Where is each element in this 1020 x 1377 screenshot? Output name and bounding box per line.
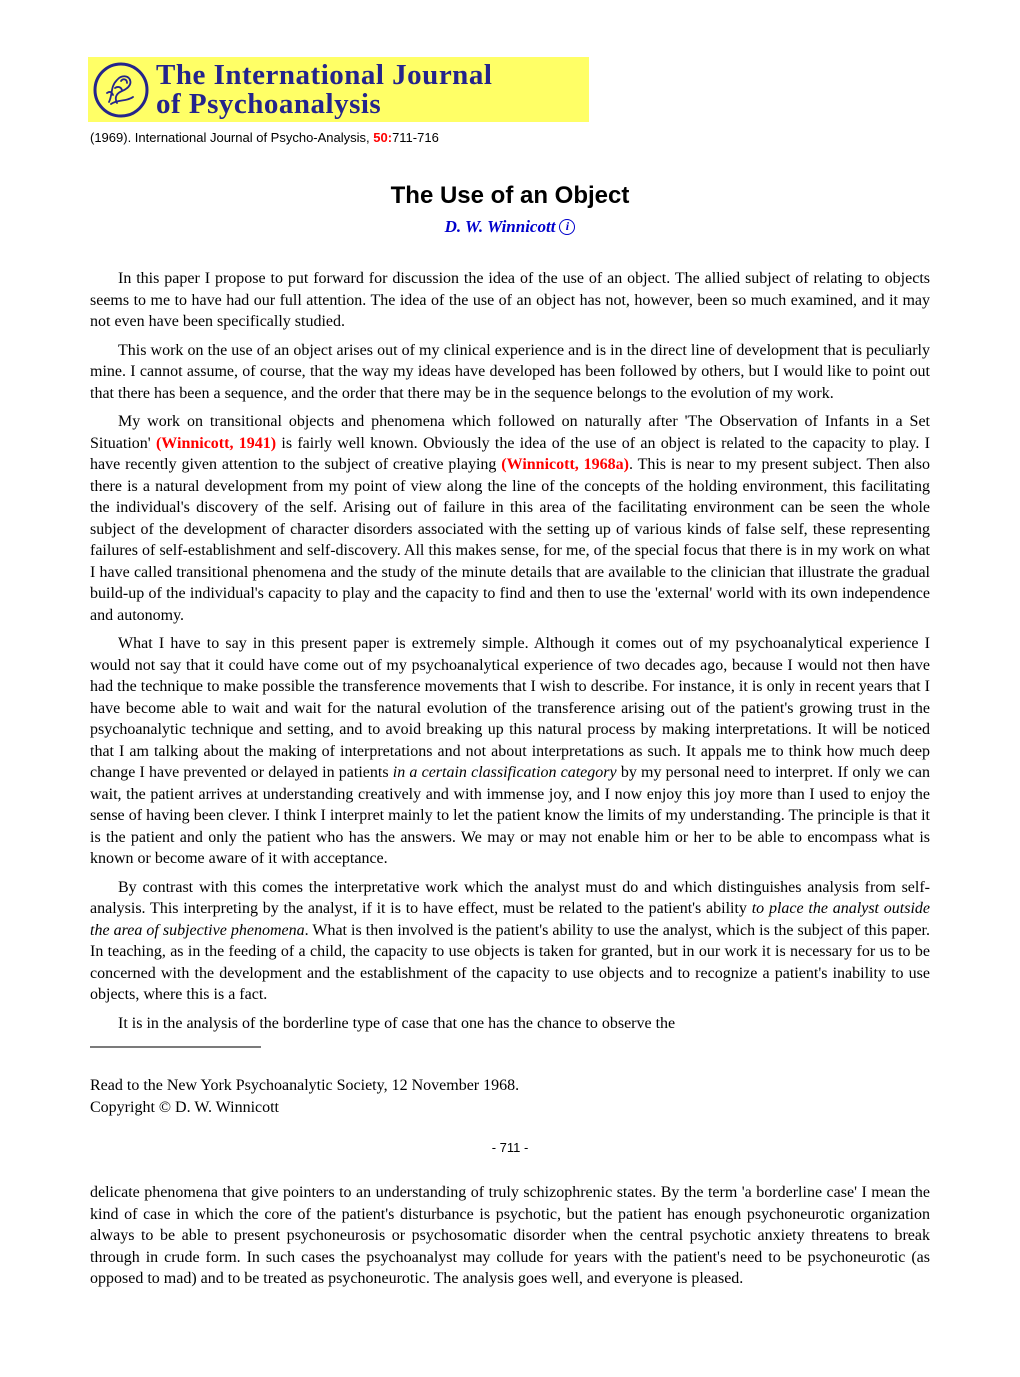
- footnote-line: Read to the New York Psychoanalytic Society, 12 November 1968.: [90, 1077, 520, 1094]
- article-continuation: [90, 1182, 930, 1290]
- author-info-icon[interactable]: i: [559, 219, 575, 235]
- text-segment: . What is then involved is the patient's ability to use the analyst, which is the subject of this paper. In teaching, as in the feeding of a child, the capacity to use objects is taken for granted, but in our work it is necessary for us to be concerned with the development and the establishment of the capacity to use objects and to recognize a patient's inability to use objects, where this is a fact.: [90, 921, 931, 1003]
- footnote: [90, 1075, 930, 1118]
- text-segment: in a certain classification category: [392, 764, 617, 781]
- text-segment: delicate phenomena that give pointers to an understanding of truly schizophrenic states. By the term 'a borderline case' I mean the kind of case in which the core of the patient's disturbance is psychotic, but the patient has enough psychoneurotic organization always to be able to present psychoneurosis or psychosomatic disorder when the central psychotic anxiety threatens to break through in crude form. In such cases the psychoanalyst may collude for years with the patient's need to be psychoneurotic (as opposed to mad) and to be treated as psychoneurotic. The analysis goes well, and everyone is pleased.: [90, 1184, 930, 1287]
- text-segment: is fairly well known. Obviously the idea of the use of an object is related to the capacity to play. I have recently given attention to the subject of creative playing: [90, 434, 931, 473]
- text-segment: By contrast with this comes the interpretative work which the analyst must do and which distinguishes analysis from self-analysis. This interpreting by the analyst, if it is to have effect, must be related to the patient's ability: [90, 878, 930, 917]
- text-segment: to place the analyst outside the area of subjective phenomena: [90, 900, 931, 939]
- author-name[interactable]: D. W. Winnicott: [444, 217, 556, 236]
- text-segment: It is in the analysis of the borderline type of case that one has the chance to observe the: [118, 1014, 676, 1032]
- footnote-separator: [90, 1046, 261, 1048]
- text-segment: In this paper I propose to put forward for discussion the idea of the use of an object. The allied subject of relating to objects seems to me to have had our full attention. The idea of the use of an object has not, however, been so much examined, and it may not even have been specifically studied.: [90, 270, 930, 330]
- article-column: [90, 182, 930, 1290]
- journal-title-line2: of Psychoanalysis: [156, 87, 382, 120]
- citation-link[interactable]: (Winnicott, 1941): [155, 434, 277, 452]
- citation-prefix: (1969). International Journal of Psycho-Analysis,: [90, 130, 374, 145]
- paragraph: [90, 1013, 930, 1035]
- text-segment: What I have to say in this present paper is extremely simple. Although it comes out of my psychoanalytical experience I would not say that it could have come out of my psychoanalytical experience of two decades ago, because I would not then have had the technique to make possible the transference movements that I wish to describe. For instance, it is only in recent years that I have become able to wait and wait for the natural evolution of the transference arising out of the patient's growing trust in the psychoanalytic technique and setting, and to avoid breaking up this natural process by making interpretations. It will be noticed that I am talking about the making of interpretations and not about interpretations as such. It appals me to think how much deep change I have prevented or delayed in patients: [90, 635, 930, 781]
- paragraph: [90, 633, 930, 870]
- journal-title: [156, 58, 493, 120]
- citation-volume: 50:: [373, 130, 393, 145]
- page-title: The Use of an Object: [390, 182, 630, 209]
- footnote-line: Copyright © D. W. Winnicott: [90, 1098, 279, 1116]
- paragraph: [90, 268, 930, 333]
- journal-title-line1: The International Journal: [156, 58, 493, 91]
- journal-logo-icon: [91, 60, 151, 120]
- author-line: [90, 217, 930, 237]
- paragraph: [90, 877, 930, 1006]
- paragraph: [90, 411, 930, 626]
- page-number: - 711 -: [491, 1140, 529, 1155]
- citation-line: [90, 130, 1020, 145]
- journal-banner[interactable]: [88, 57, 589, 122]
- paragraph: [90, 340, 930, 405]
- article-body: [90, 268, 930, 1034]
- citation-pages: 711-716: [392, 130, 439, 145]
- text-segment: My work on transitional objects and phenomena which followed on naturally after 'The Observation of Infants in a Set Situation': [90, 413, 930, 452]
- citation-link[interactable]: (Winnicott, 1968a): [501, 456, 629, 473]
- paragraph: [90, 1182, 930, 1290]
- text-segment: . This is near to my present subject. Then also there is a natural development from my point of view along the line of the concepts of the holding environment, this facilitating the individual's discovery of the self. Arising out of failure in this area of the facilitating environment can be seen the whole subject of the development of character disorders associated with the setting up of various kinds of false self, these representing failures of self-establishment and self-discovery. All this makes sense, for me, of the special focus that there is in my work on what I have called transitional phenomena and the study of the minute details that are available to the clinician that illustrate the gradual build-up of the individual's capacity to play and the capacity to find and then to use the 'external' world with its own independence and autonomy.: [90, 456, 931, 624]
- text-segment: by my personal need to interpret. If only we can wait, the patient arrives at understanding creatively and with immense joy, and I now enjoy this joy more than I used to enjoy the sense of having been clever. I think I interpret mainly to let the patient know the limits of my understanding. The principle is that it is the patient and only the patient who has the answers. We may or may not enable him or her to be able to encompass what is known or become aware of it with acceptance.: [90, 764, 931, 867]
- text-segment: This work on the use of an object arises out of my clinical experience and is in the direct line of development that is peculiarly mine. I cannot assume, of course, that the way my ideas have developed has been followed by others, but I would like to point out that there has been a sequence, and the order that there may be in the sequence belongs to the evolution of my work.: [90, 341, 930, 402]
